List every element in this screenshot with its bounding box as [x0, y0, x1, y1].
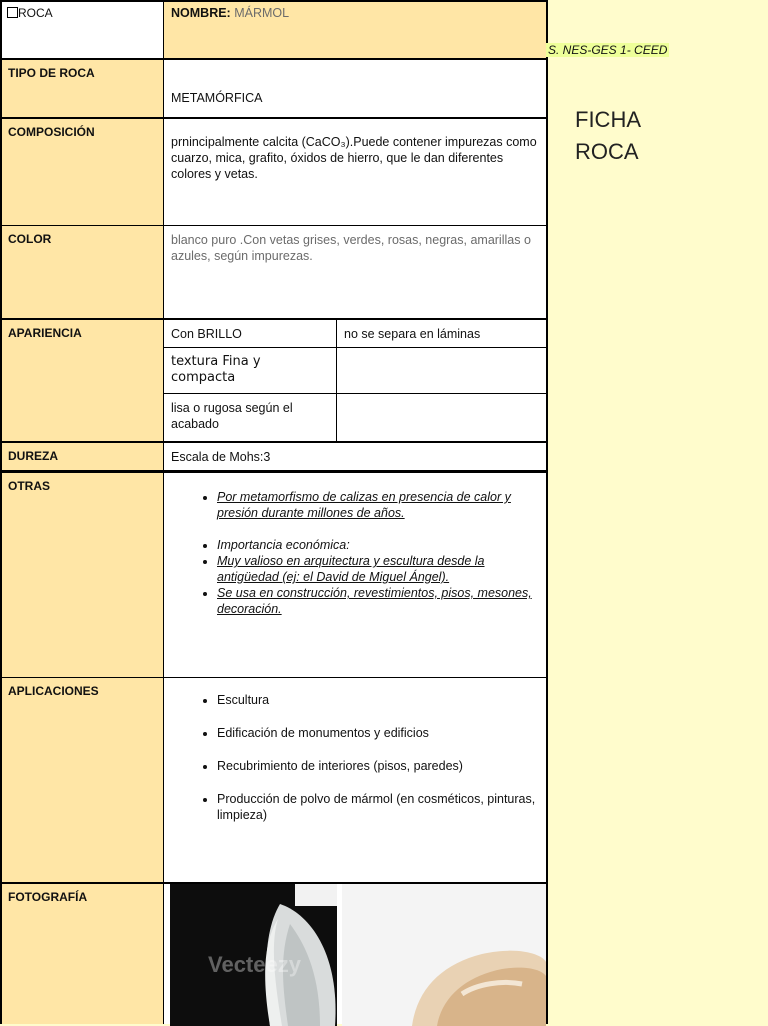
sheet-title	[575, 104, 641, 168]
list-item: • Se usa en construcción, revestimientos, pisos, mesones, decoración.	[217, 585, 539, 617]
header-row	[0, 0, 546, 58]
label-color: COLOR	[0, 226, 164, 318]
value-dureza: Escala de Mohs:3	[171, 450, 271, 464]
label-apariencia: APARIENCIA	[0, 320, 164, 441]
label-composicion: COMPOSICIÓN	[0, 119, 164, 225]
title-line-2: ROCA	[575, 139, 639, 164]
marble-rock-image-2	[342, 884, 546, 1026]
row-color	[0, 225, 546, 318]
marble-photo-2	[342, 884, 546, 1026]
row-tipo	[0, 58, 546, 117]
apariencia-laminas: no se separa en láminas	[344, 327, 481, 341]
row-otras	[0, 470, 546, 677]
rock-label: ROCA	[18, 6, 53, 20]
checkbox-icon[interactable]	[7, 7, 18, 18]
list-item: • Producción de polvo de mármol (en cosméticos, pinturas, limpieza)	[217, 791, 539, 823]
aplicaciones-list	[171, 692, 539, 823]
label-tipo: TIPO DE ROCA	[0, 60, 164, 117]
list-item: • Por metamorfismo de calizas en presencia de calor y presión durante millones de años.	[217, 489, 539, 521]
row-fotografia	[0, 882, 546, 1024]
list-item: • Muy valioso en arquitectura y escultura desde la antigüedad (ej: el David de Miguel Ángel).	[217, 553, 539, 585]
apariencia-acabado: lisa o rugosa según el acabado	[171, 401, 293, 431]
list-item: • Edificación de monumentos y edificios	[217, 725, 539, 741]
title-line-1: FICHA	[575, 107, 641, 132]
course-code: S. NES-GES 1- CEED	[548, 43, 668, 57]
row-aplicaciones	[0, 677, 546, 882]
row-dureza	[0, 441, 546, 470]
label-otras: OTRAS	[0, 473, 164, 677]
value-tipo: METAMÓRFICA	[171, 91, 263, 105]
apariencia-brillo: Con BRILLO	[171, 327, 242, 341]
otras-list-2	[171, 537, 539, 617]
row-apariencia	[0, 318, 546, 441]
list-item: • Importancia económica:	[217, 537, 539, 553]
label-aplicaciones: APLICACIONES	[0, 678, 164, 882]
list-item: • Recubrimiento de interiores (pisos, paredes)	[217, 758, 539, 774]
apariencia-textura: textura Fina y compacta	[171, 354, 261, 385]
row-composicion	[0, 117, 546, 225]
list-item: • Escultura	[217, 692, 539, 708]
value-color: blanco puro .Con vetas grises, verdes, rosas, negras, amarillas o azules, según impurezas.	[171, 233, 531, 263]
value-composicion: prnincipalmente calcita (CaCO₃).Puede contener impurezas como cuarzo, mica, grafito, óxidos de hierro, que le dan diferentes colores y vetas.	[171, 135, 537, 181]
watermark-text: Vecteezy	[208, 952, 301, 977]
marble-photo-1	[170, 884, 337, 1026]
label-dureza: DUREZA	[0, 443, 164, 470]
label-fotografia: FOTOGRAFÍA	[0, 884, 164, 1024]
name-value: MÁRMOL	[234, 6, 290, 20]
name-label: NOMBRE:	[171, 6, 231, 20]
otras-list	[171, 489, 539, 521]
otras-content	[164, 473, 546, 677]
aplicaciones-content	[164, 678, 546, 882]
